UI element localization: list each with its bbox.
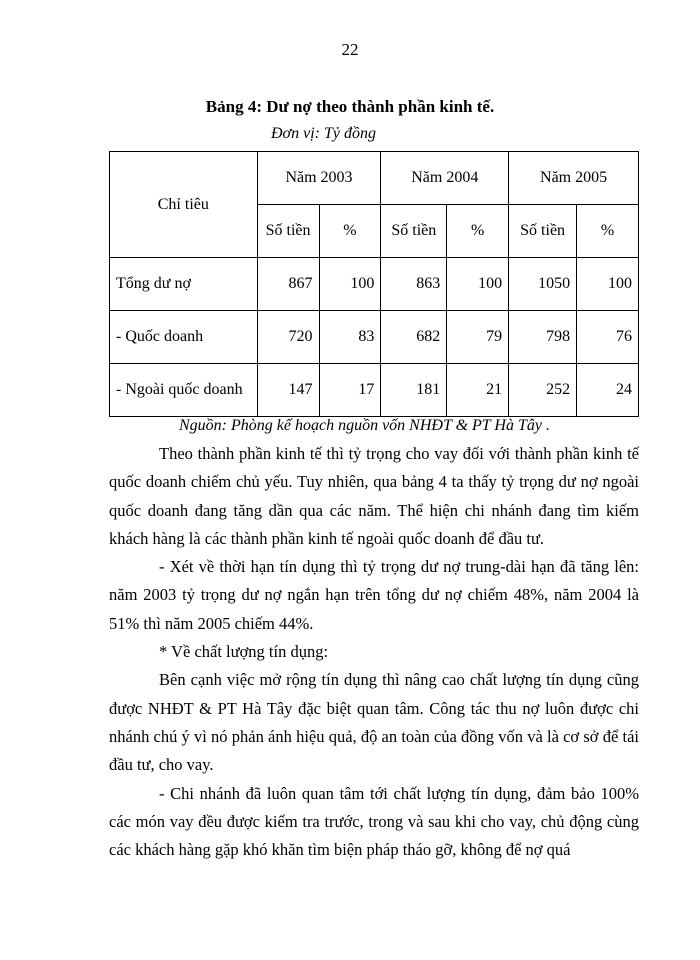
paragraph: - Xét về thời hạn tín dụng thì tỷ trọng dư nợ trung-dài hạn đã tăng lên: năm 2003 tỷ trọng dư nợ ngắn hạn trên tổng dư nợ chiếm 48%, năm 2004 là 51% thì năm 2005 chiếm 44%.	[109, 557, 639, 633]
table-row	[110, 311, 639, 364]
unit-label: Đơn vị: Tỷ đồng	[271, 125, 376, 142]
cell: 863	[381, 258, 447, 311]
amount-header: Số tiền	[509, 205, 577, 258]
indicator-header: Chỉ tiêu	[110, 152, 258, 258]
percent-header: %	[447, 205, 509, 258]
amount-header: Số tiền	[257, 205, 319, 258]
loan-table	[109, 151, 639, 417]
body-text	[109, 440, 639, 864]
cell: 24	[577, 364, 639, 417]
paragraph: - Chi nhánh đã luôn quan tâm tới chất lượng tín dụng, đảm bảo 100% các món vay đều được kiểm tra trước, trong và sau khi cho vay, chủ động cùng các khách hàng gặp khó khăn tìm biện pháp tháo gỡ, không để nợ quá	[109, 783, 639, 860]
cell: 21	[447, 364, 509, 417]
page-number: 22	[341, 40, 359, 59]
percent-header: %	[319, 205, 381, 258]
row-label: - Quốc doanh	[110, 311, 258, 364]
paragraph: * Về chất lượng tín dụng:	[159, 642, 329, 662]
cell: 682	[381, 311, 447, 364]
table-title: Bảng 4: Dư nợ theo thành phần kinh tế.	[205, 97, 495, 116]
cell: 867	[257, 258, 319, 311]
year-header: Năm 2003	[257, 152, 381, 205]
cell: 100	[577, 258, 639, 311]
cell: 79	[447, 311, 509, 364]
table-row	[110, 364, 639, 417]
cell: 76	[577, 311, 639, 364]
paragraph: Bên cạnh việc mở rộng tín dụng thì nâng cao chất lượng tín dụng cũng được NHĐT & PT Hà Tây đặc biệt quan tâm. Công tác thu nợ luôn được chi nhánh chú ý vì nó phản ánh hiệu quả, độ an toàn của đồng vốn và là cơ sở để tái đầu tư, cho vay.	[109, 670, 639, 775]
cell: 720	[257, 311, 319, 364]
year-header: Năm 2005	[509, 152, 639, 205]
cell: 83	[319, 311, 381, 364]
cell: 181	[381, 364, 447, 417]
cell: 100	[447, 258, 509, 311]
paragraph: Theo thành phần kinh tế thì tỷ trọng cho vay đối với thành phần kinh tế quốc doanh chiếm chủ yếu. Tuy nhiên, qua bảng 4 ta thấy tỷ trọng dư nợ ngoài quốc doanh đang tăng dần qua các năm. Thể hiện chi nhánh đang tìm kiếm khách hàng là các thành phần kinh tế ngoài quốc doanh để đầu tư.	[109, 444, 639, 548]
table-row	[110, 258, 639, 311]
cell: 17	[319, 364, 381, 417]
source-note: Nguồn: Phòng kế hoạch nguồn vốn NHĐT & PT Hà Tây .	[179, 417, 550, 434]
row-label: - Ngoài quốc doanh	[110, 364, 258, 417]
cell: 1050	[509, 258, 577, 311]
row-label: Tổng dư nợ	[110, 258, 258, 311]
cell: 798	[509, 311, 577, 364]
year-header: Năm 2004	[381, 152, 509, 205]
cell: 147	[257, 364, 319, 417]
amount-header: Số tiền	[381, 205, 447, 258]
cell: 100	[319, 258, 381, 311]
percent-header: %	[577, 205, 639, 258]
cell: 252	[509, 364, 577, 417]
table-header-row	[110, 152, 639, 205]
